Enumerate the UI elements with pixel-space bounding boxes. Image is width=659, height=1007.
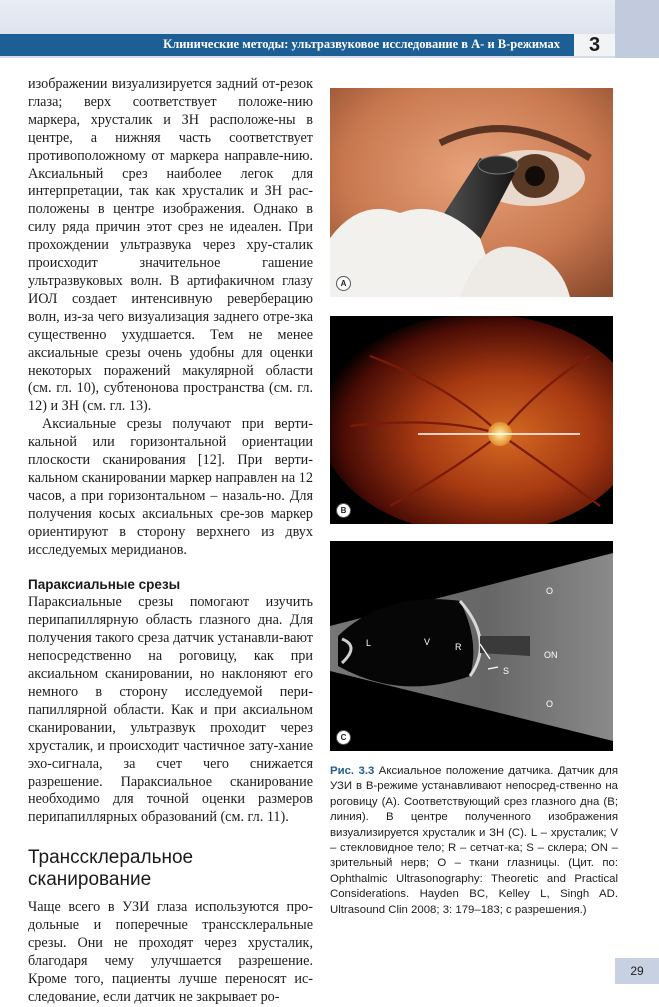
us-label-retina: R: [455, 642, 462, 652]
section-heading-transscleral: Транссклеральное сканирование: [28, 847, 194, 891]
figure-a-badge: A: [336, 276, 351, 291]
figure-caption: [330, 764, 618, 918]
us-label-sclera: S: [503, 666, 510, 676]
section-heading-paraaxial: Параксиальные срезы: [28, 577, 181, 593]
us-label-lens: L: [366, 638, 372, 648]
body-paragraph-3: Параксиальные срезы помогают изучить перипапиллярную область глазного дна. Для получения такого среза датчик устанавли-вают непосредственно на роговицу, как при аксиальном сканировании, но наклоняют его немного в сторону исследуемой пери-папиллярной области. Как и при аксиальном сканировании, ультразвук проходит через хрусталик, и происходит частичное зату-хание эхо-сигнала, за счет чего снижается разрешение. Параксиальное сканирование необходимо для точной оценки размеров перипапиллярных образований (см. гл. 11).: [28, 594, 313, 826]
body-paragraph-4: Чаще всего в УЗИ глаза используются про-дольные и поперечные транссклеральные срезы. Они не проходят через хрусталик, благодаря чему улучшается разрешение. Кроме того, пациенты лучше переносят ис-следование, если датчик не закрывает ро-: [28, 899, 313, 1005]
page-number: 29: [615, 958, 659, 984]
running-header-bar: [0, 34, 574, 56]
body-paragraph-1: изображении визуализируется задний от-резок глаза; верх соответствует положе-нию маркера, хрусталик и ЗН расположе-ны в центре, а нижняя часть соответствует противоположному от маркера направле-нию. Аксиальный срез наиболее легок для интерпретации, так как хрусталик и ЗН рас-положены в центре изображения. Однако в силу ряда причин этот срез не идеален. При прохождении ультразвука через хру-сталик происходит значительное гашение ультразвуковых волн. В артифакичном глазу ИОЛ создает интенсивную реверберацию волн, из-за чего визуализация заднего отре-зка существенно ухудшается. Тем не менее аксиальные срезы очень удобны для оценки некоторых поражений макулярной области (см. гл. 10), субтенонова пространства (см. гл. 12) и ЗН (см. гл. 13).: [28, 76, 313, 415]
us-label-orbit-bottom: O: [546, 699, 554, 709]
corner-block: [615, 0, 659, 58]
figure-b-fundus: [330, 316, 613, 524]
figure-b-badge: B: [336, 503, 351, 518]
running-title: Клинические методы: ультразвуковое исследование в А- и В-режимах: [163, 37, 560, 51]
us-label-vitreous: V: [424, 637, 431, 647]
figure-c-ultrasound: [330, 541, 613, 751]
chapter-number: 3: [574, 34, 615, 56]
body-text-column: [28, 76, 313, 1007]
us-label-optic-nerve: ON: [544, 650, 558, 660]
figure-c-badge: C: [336, 730, 351, 745]
caption-text: Аксиальное положение датчика. Датчик для УЗИ в В-режиме устанавливают непосред-ственно на роговицу (A). Соответствующий срез глазного дна (B; линия). В центре полученного изображения визуализируется хрусталик и ЗН (C). L – хрусталик; V – стекловидное тело; R – сетчат-ка; S – склера; ON – зрительный нерв; O – ткани глазницы. (Цит. по: Ophthalmic Ultrasonography: Theoretic and Practical Considerations. Hayden BC, Kelley L, Singh AD. Ultrasound Clin 2008; 3: 179–183; с разрешения.): [330, 765, 618, 916]
figure-a-photo: [330, 88, 613, 297]
caption-figure-number: Рис. 3.3: [330, 765, 375, 777]
us-label-orbit-top: O: [546, 586, 554, 596]
body-paragraph-2: Аксиальные срезы получают при верти-кальной или горизонтальной ориентации плоскости сканирования [12]. При верти-кальном сканировании маркер направлен на 12 часов, а при горизонтальном – назаль-но. Для получения косых аксиальных сре-зов маркер ориентируют в сторону верхнего из двух исследуемых меридианов.: [28, 416, 313, 558]
